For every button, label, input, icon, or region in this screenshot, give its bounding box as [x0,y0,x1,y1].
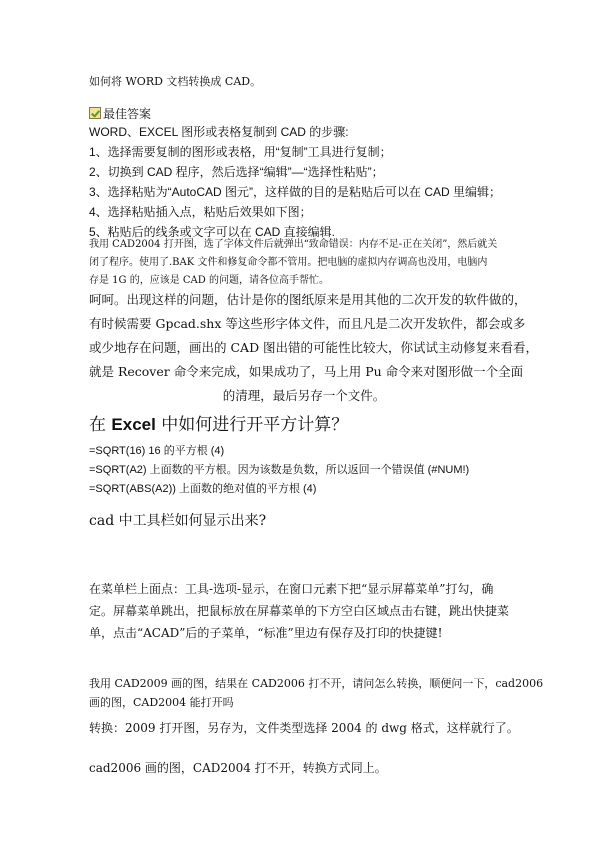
answer-line: cad2006 画的图，CAD2004 打不开，转换方式同上。 [89,761,387,775]
best-answer-icon [89,107,101,119]
answer-line: 定。屏幕菜单跳出，把鼠标放在屏幕菜单的下方空白区域点击右键，跳出快捷菜 [89,604,510,618]
answer-line: 单，点击“ACAD”后的子菜单，“标准”里边有保存及打印的快捷键! [89,626,443,640]
step-item: 3、选择粘贴为“AutoCAD 图元”，这样做的目的是粘贴后可以在 CAD 里编辑； [89,185,502,199]
answer-line: 的清理，最后另存一个文件。 [222,388,386,403]
question-line: 存是 1G 的，应该是 CAD 的问题，请各位高手帮忙。 [89,275,329,286]
formula-line: =SQRT(16) 16 的平方根 (4) [89,445,225,457]
step-item: 1、选择需要复制的图形或表格，用“复制”工具进行复制； [89,145,392,159]
answer-cad2006-convert [89,758,519,778]
heading-suffix: 中如何进行开平方计算？ [155,415,349,435]
answer-cad2009-convert [89,718,519,738]
question-cad2004-memory [89,236,519,290]
cad-toolbar-answer [89,578,519,644]
heading-bold: Excel [111,415,156,434]
formula-line: =SQRT(ABS(A2)) 上面数的绝对值的平方根 (4) [89,483,317,495]
formula-line: =SQRT(A2) 上面数的平方根。因为该数是负数，所以返回一个错误值 (#NUM!) [89,464,470,476]
excel-sqrt-examples [89,442,519,499]
steps-intro: WORD、EXCEL 图形或表格复制到 CAD 的步骤: [89,125,349,139]
question-line: 我用 CAD2004 打开图，选了字体文件后就弹出“致命错误：内存不足-正在关闭”，然后就关 [89,239,498,250]
document-title [89,72,519,91]
step-item: 2、切换到 CAD 程序，然后选择“编辑”—“选择性粘贴”； [89,165,384,179]
title-text: 如何将 WORD 文档转换成 CAD。 [89,75,262,88]
excel-sqrt-heading [89,412,519,438]
step-item: 5、粘贴后的线条或文字可以在 CAD 直接编辑. [89,225,336,239]
cad-toolbar-heading [89,510,519,532]
answer-line: 有时候需要 Gpcad.shx 等这些形字体文件，而且凡是二次开发软件，都会或多 [89,316,526,331]
steps-list [89,122,519,242]
step-item: 4、选择粘贴插入点，粘贴后效果如下图； [89,205,312,219]
answer-line: 呵呵。出现这样的问题，估计是你的图纸原来是用其他的二次开发的软件做的， [89,292,527,307]
answer-line: 在菜单栏上面点：工具-选项-显示，在窗口元素下把“显示屏幕菜单”打勾，确 [89,582,494,596]
question-line: 闭了程序。使用了.BAK 文件和修复命令都不管用。把电脑的虚拟内存调高也没用，电脑内 [89,257,488,268]
question-line: 我用 CAD2009 画的图，结果在 CAD2006 打不开，请问怎么转换，顺便问一下，cad2006 [89,677,544,690]
answer-line: 转换：2009 打开图，另存为，文件类型选择 2004 的 dwg 格式，这样就行了。 [89,721,519,735]
question-cad2009 [89,674,544,712]
best-answer-label: 最佳答案 [103,107,152,121]
heading-prefix: 在 [89,415,112,435]
heading-text: cad 中工具栏如何显示出来? [89,513,267,529]
answer-line: 或少地存在问题，画出的 CAD 图出错的可能性比较大，你试试主动修复来看看， [89,340,539,355]
answer-cad2004-memory [89,288,539,408]
best-answer-header [89,104,519,124]
answer-line: 就是 Recover 命令来完成，如果成功了，马上用 Pu 命令来对图形做一个全面 [89,364,524,379]
question-line: 画的图，CAD2004 能打开吗 [89,696,234,709]
